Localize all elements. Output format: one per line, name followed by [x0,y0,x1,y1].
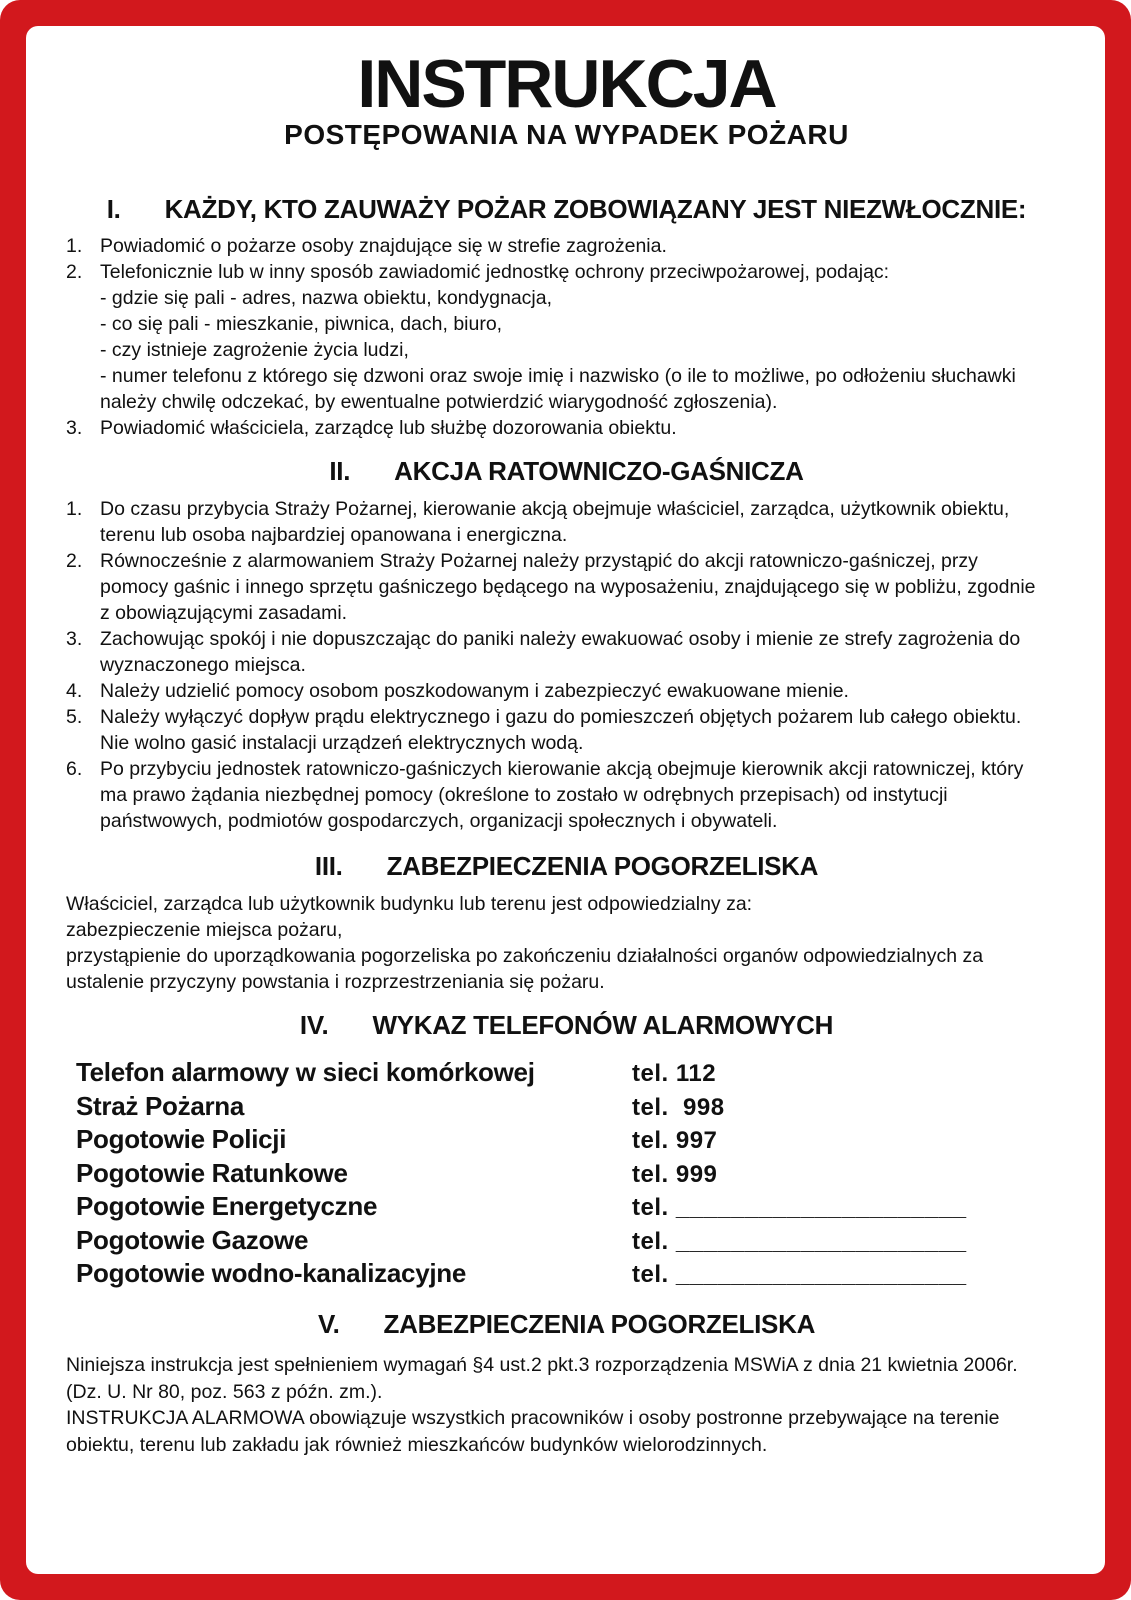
sign-content [26,46,1105,1458]
list-item [66,704,1039,756]
list-item-number: 3. [66,627,83,650]
list-item-number: 5. [66,705,83,728]
section-3-numeral: III. [314,850,343,881]
list-item-text: Równocześnie z alarmowaniem Straży Pożarnej należy przystąpić do akcji ratowniczo-gaśniczej, przy pomocy gaśnic i innego sprzętu gaśniczego będącego na wyposażeniu, znajdującego się w pobliżu, zgodnie z obowiązującymi zasadami. [100,549,1036,624]
phone-service-label: Pogotowie wodno-kanalizacyjne [76,1258,467,1289]
list-subitem: - czy istnieje zagrożenie życia ludzi, [100,339,409,362]
section-1-numeral: I. [106,193,121,224]
list-item-text: Powiadomić o pożarze osoby znajdujące się w strefie zagrożenia. [100,235,667,258]
section-5-numeral: V. [317,1308,340,1339]
section-1-list [66,233,1067,441]
section-3-title: ZABEZPIECZENIA POGORZELISKA [386,850,819,881]
section-4-heading [66,1011,1067,1040]
phone-service-label: Pogotowie Policji [76,1124,287,1155]
list-subitem: - co się pali - mieszkanie, piwnica, dach, biuro, [100,313,503,336]
phone-row [66,1091,1067,1125]
section-3-heading [66,852,1067,881]
phone-service-label: Pogotowie Energetyczne [76,1191,378,1222]
section-2-list [66,496,1067,834]
list-item-number: 6. [66,757,83,780]
phone-row [66,1191,1067,1225]
section-5-heading [66,1310,1067,1339]
phone-number-value: tel. 997 [632,1127,718,1155]
phone-row [66,1225,1067,1259]
phone-row [66,1057,1067,1091]
title-block [66,46,1067,151]
list-item [66,548,1039,626]
list-item [66,259,1039,285]
list-item-text: Powiadomić właściciela, zarządcę lub służbę dozorowania obiektu. [100,417,677,440]
list-item-number: 2. [66,549,83,572]
section-3-paragraph [66,891,1067,995]
section-2-numeral: II. [329,456,351,487]
phone-number-blank: tel. _____________________ [632,1227,967,1255]
phone-number-value: tel. 998 [632,1093,725,1121]
list-item-text: Po przybyciu jednostek ratowniczo-gaśniczych kierowanie akcją obejmuje kierownik akcji ratowniczej, który ma prawo żądania niezbędnej pomocy (określone to zostało w odrębnych przepisach) od instytucji państwowych, podmiotów gospodarczych, organizacji społecznych i obywateli. [100,757,1024,832]
paragraph-line: przystąpienie do uporządkowania pogorzeliska po zakończeniu działalności organów odpowiedzialnych za ustalenie przyczyny powstania i rozprzestrzeniania się pożaru. [66,944,984,993]
section-1-title: KAŻDY, KTO ZAUWAŻY POŻAR ZOBOWIĄZANY JEST NIEZWŁOCZNIE: [164,193,1027,224]
list-item-text: Telefonicznie lub w inny sposób zawiadomić jednostkę ochrony przeciwpożarowej, podając: [100,261,890,284]
paragraph-line: Właściciel, zarządca lub użytkownik budynku lub terenu jest odpowiedzialny za: [66,892,753,915]
sign-title: INSTRUKCJA [357,46,776,122]
phone-number-blank: tel. _____________________ [632,1261,967,1289]
section-4-numeral: IV. [299,1009,329,1040]
list-item-number: 1. [66,235,83,258]
paragraph-line: zabezpieczenie miejsca pożaru, [66,918,343,941]
list-item [66,496,1039,548]
section-2-title: AKCJA RATOWNICZO-GAŚNICZA [394,456,804,487]
sign-subtitle: POSTĘPOWANIA NA WYPADEK POŻARU [284,119,849,150]
footer-line: Niniejsza instrukcja jest spełnieniem wymagań §4 ust.2 pkt.3 rozporządzenia MSWiA z dnia 21 kwietnia 2006r. [66,1354,1018,1377]
list-subitem: - gdzie się pali - adres, nazwa obiektu, kondygnacja, [100,287,553,310]
list-subitem: - numer telefonu z którego się dzwoni oraz swoje imię i nazwisko (o ile to możliwe, po odłożeniu słuchawki należy chwilę odczekać, by ewentualne potwierdzić wiarygodność zgłoszenia). [100,365,1016,414]
legal-footer [66,1352,1067,1458]
list-item-number: 3. [66,417,83,440]
list-item [66,626,1039,678]
phone-number-value: tel. 112 [632,1060,717,1088]
section-4-title: WYKAZ TELEFONÓW ALARMOWYCH [372,1009,834,1040]
phone-row [66,1158,1067,1192]
phone-service-label: Pogotowie Ratunkowe [76,1157,348,1188]
phone-number-blank: tel. _____________________ [632,1194,967,1222]
list-item-text: Zachowując spokój i nie dopuszczając do paniki należy ewakuować osoby i mienie ze strefy zagrożenia do wyznaczonego miejsca. [100,627,1021,676]
list-item [66,678,1039,704]
section-1-heading [66,195,1067,224]
list-item-number: 4. [66,679,83,702]
list-item [66,415,1039,441]
instruction-sign-page [26,26,1105,1574]
list-item [66,756,1039,834]
list-item-number: 1. [66,497,83,520]
section-2-heading [66,457,1067,486]
section-5-title: ZABEZPIECZENIA POGORZELISKA [383,1308,816,1339]
footer-line: INSTRUKCJA ALARMOWA obowiązuje wszystkich pracowników i osoby postronne przebywające na terenie obiektu, terenu lub zakładu jak również mieszkańców budynków wielorodzinnych. [66,1407,1000,1456]
phone-service-label: Pogotowie Gazowe [76,1224,309,1255]
phone-row [66,1258,1067,1292]
footer-line: (Dz. U. Nr 80, poz. 563 z późn. zm.). [66,1380,383,1403]
phone-service-label: Telefon alarmowy w sieci komórkowej [76,1057,535,1088]
list-item-text: Należy wyłączyć dopływ prądu elektrycznego i gazu do pomieszczeń objętych pożarem lub całego obiektu. Nie wolno gasić instalacji urządzeń elektrycznych wodą. [100,705,1022,754]
list-item-number: 2. [66,261,83,284]
list-item [66,233,1039,259]
list-item-text: Należy udzielić pomocy osobom poszkodowanym i zabezpieczyć ewakuowane mienie. [100,679,849,702]
phone-number-value: tel. 999 [632,1160,718,1188]
phone-row [66,1124,1067,1158]
emergency-phone-table [66,1057,1067,1292]
list-item-text: Do czasu przybycia Straży Pożarnej, kierowanie akcją obejmuje właściciel, zarządca, użytkownik obiektu, terenu lub osoba najbardziej opanowana i energiczna. [100,497,1010,546]
phone-service-label: Straż Pożarna [76,1090,245,1121]
